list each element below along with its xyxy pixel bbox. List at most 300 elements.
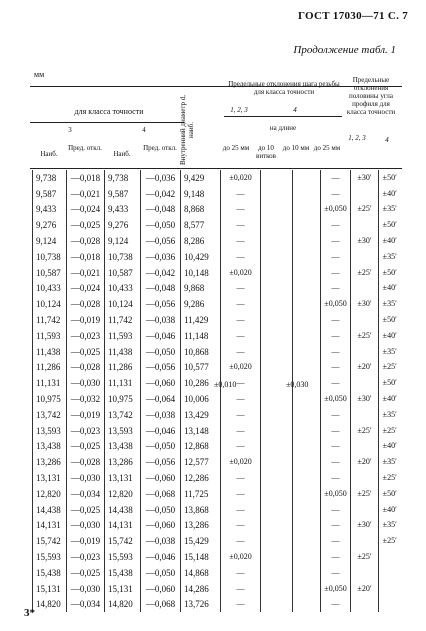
cell-col-4: —0,060 — [141, 518, 181, 534]
table-row — [33, 470, 401, 486]
angle-class-4: 4 — [385, 136, 389, 144]
cell-col-4: —0,060 — [141, 470, 181, 486]
cell-col-3: 13,131 — [105, 470, 141, 486]
cell-col-5: 11,429 — [181, 312, 221, 328]
cell-col-5: 13,286 — [181, 518, 221, 534]
tol-cell-2 — [261, 391, 293, 407]
cell-col-2: —0,025 — [67, 217, 105, 233]
do10v-caption: до 10 витков — [256, 144, 276, 160]
tol-cell-2 — [261, 454, 293, 470]
tol-cell-6: ±50′ — [379, 217, 401, 233]
cell-col-5: 15,148 — [181, 549, 221, 565]
angle-deviation-caption: Предельные отклонения половины угла профиля для класса точности — [346, 76, 396, 116]
pitch-10v-value: ±0,010 — [214, 380, 237, 389]
cell-col-3: 13,742 — [105, 407, 141, 423]
cell-col-3: 9,276 — [105, 217, 141, 233]
cell-col-3: 11,593 — [105, 328, 141, 344]
tol-cell-5 — [351, 502, 379, 518]
thread-dimension-table — [32, 170, 401, 612]
tol-cell-6 — [379, 581, 401, 597]
tol-cell-4: ±0,050 — [321, 581, 351, 597]
cell-col-2: —0,030 — [67, 375, 105, 391]
tol-cell-5 — [351, 217, 379, 233]
tol-cell-3 — [293, 217, 321, 233]
tol-cell-1: — — [221, 217, 261, 233]
unit-label: мм — [34, 70, 45, 79]
tol-cell-1: ±0,020 — [221, 360, 261, 376]
cell-col-2: —0,023 — [67, 423, 105, 439]
tol-cell-5: ±30′ — [351, 391, 379, 407]
cell-col-3: 15,438 — [105, 565, 141, 581]
tol-cell-2 — [261, 533, 293, 549]
tol-cell-4: ±0,050 — [321, 202, 351, 218]
cell-col-3: 15,593 — [105, 549, 141, 565]
pred-caption-1: Пред. откл. — [68, 144, 102, 152]
tol-cell-2 — [261, 265, 293, 281]
cell-col-4: —0,060 — [141, 375, 181, 391]
cell-col-4: —0,060 — [141, 581, 181, 597]
cell-col-1: 11,742 — [33, 312, 67, 328]
cell-col-1: 9,587 — [33, 186, 67, 202]
table-row — [33, 502, 401, 518]
cell-col-2: —0,030 — [67, 518, 105, 534]
cell-col-2: —0,034 — [67, 597, 105, 613]
tol-cell-4: ±0,050 — [321, 296, 351, 312]
cell-col-2: —0,032 — [67, 391, 105, 407]
cell-col-5: 10,286 — [181, 375, 221, 391]
inner-diameter-caption: Внутренний диаметр d, наиб. — [179, 95, 195, 165]
cell-col-3: 13,286 — [105, 454, 141, 470]
group3-caption: 3 — [68, 126, 72, 134]
tol-cell-6 — [379, 565, 401, 581]
cell-col-2: —0,024 — [67, 281, 105, 297]
table-row — [33, 360, 401, 376]
tol-cell-5 — [351, 186, 379, 202]
cell-col-4: —0,064 — [141, 391, 181, 407]
tol-cell-6: ±35′ — [379, 407, 401, 423]
tol-cell-5 — [351, 407, 379, 423]
tol-cell-6: ±40′ — [379, 281, 401, 297]
tol-cell-6: ±35′ — [379, 249, 401, 265]
cell-col-4: —0,056 — [141, 454, 181, 470]
tol-cell-6: ±40′ — [379, 502, 401, 518]
tol-cell-2 — [261, 249, 293, 265]
tol-cell-5: ±30′ — [351, 170, 379, 186]
table-row — [33, 217, 401, 233]
cell-col-5: 13,429 — [181, 407, 221, 423]
do25-caption: до 25 мм — [222, 144, 250, 152]
pred-caption-2: Пред. откл. — [143, 144, 177, 152]
cell-col-1: 9,433 — [33, 202, 67, 218]
tol-cell-6: ±40′ — [379, 186, 401, 202]
tol-cell-3 — [293, 391, 321, 407]
cell-col-2: —0,025 — [67, 502, 105, 518]
tol-cell-6: ±25′ — [379, 360, 401, 376]
table-row — [33, 328, 401, 344]
tol-cell-1: — — [221, 344, 261, 360]
tol-cell-6: ±40′ — [379, 439, 401, 455]
table-row — [33, 533, 401, 549]
cell-col-4: —0,046 — [141, 328, 181, 344]
tol-cell-5 — [351, 249, 379, 265]
tol-cell-3 — [293, 202, 321, 218]
cell-col-1: 13,131 — [33, 470, 67, 486]
tol-cell-6: ±25′ — [379, 470, 401, 486]
tol-cell-4: — — [321, 217, 351, 233]
tol-cell-4: — — [321, 423, 351, 439]
tol-cell-5: ±20′ — [351, 360, 379, 376]
cell-col-2: —0,019 — [67, 407, 105, 423]
tol-cell-6 — [379, 549, 401, 565]
tol-cell-2 — [261, 202, 293, 218]
cell-col-4: —0,036 — [141, 170, 181, 186]
tol-cell-4: — — [321, 360, 351, 376]
tol-cell-2 — [261, 328, 293, 344]
cell-col-3: 13,438 — [105, 439, 141, 455]
table-row — [33, 565, 401, 581]
cell-col-5: 12,286 — [181, 470, 221, 486]
tol-cell-3 — [293, 581, 321, 597]
tol-cell-2 — [261, 565, 293, 581]
tol-cell-6: ±25′ — [379, 533, 401, 549]
tol-cell-1: — — [221, 375, 261, 391]
cell-col-2: —0,018 — [67, 170, 105, 186]
cell-col-3: 9,433 — [105, 202, 141, 218]
continuation-label: Продолжение табл. 1 — [293, 44, 396, 56]
tol-cell-1: — — [221, 407, 261, 423]
cell-col-2: —0,025 — [67, 565, 105, 581]
tol-cell-6: ±40′ — [379, 328, 401, 344]
cell-col-5: 9,286 — [181, 296, 221, 312]
tol-cell-3 — [293, 407, 321, 423]
cell-col-1: 15,742 — [33, 533, 67, 549]
cell-col-1: 9,124 — [33, 233, 67, 249]
tol-cell-1: — — [221, 233, 261, 249]
tol-cell-4: — — [321, 344, 351, 360]
tol-cell-5: ±25′ — [351, 328, 379, 344]
tol-cell-4: — — [321, 249, 351, 265]
tol-cell-5: ±25′ — [351, 202, 379, 218]
cell-col-1: 10,975 — [33, 391, 67, 407]
cell-col-2: —0,019 — [67, 533, 105, 549]
pitch-class-4: 4 — [293, 106, 297, 114]
tol-cell-1: ±0,020 — [221, 170, 261, 186]
tol-cell-6 — [379, 597, 401, 613]
table-row — [33, 391, 401, 407]
do25b-caption: до 25 мм — [313, 144, 341, 152]
tol-cell-2 — [261, 233, 293, 249]
tol-cell-4: — — [321, 533, 351, 549]
tol-cell-4: — — [321, 454, 351, 470]
pitch-deviation-caption: Предельные отклонения шага резьбы для класса точности — [228, 80, 340, 96]
tol-cell-6: ±35′ — [379, 202, 401, 218]
tol-cell-3 — [293, 597, 321, 613]
cell-col-4: —0,048 — [141, 202, 181, 218]
cell-col-1: 10,433 — [33, 281, 67, 297]
cell-col-4: —0,068 — [141, 486, 181, 502]
tol-cell-3 — [293, 265, 321, 281]
cell-col-5: 13,726 — [181, 597, 221, 613]
cell-col-1: 11,131 — [33, 375, 67, 391]
cell-col-3: 15,131 — [105, 581, 141, 597]
cell-col-4: —0,056 — [141, 360, 181, 376]
tol-cell-5 — [351, 565, 379, 581]
tol-cell-6: ±40′ — [379, 233, 401, 249]
table-row — [33, 170, 401, 186]
cell-col-5: 15,429 — [181, 533, 221, 549]
cell-col-4: —0,050 — [141, 502, 181, 518]
header-bottom-rule — [30, 168, 402, 169]
tol-cell-6: ±50′ — [379, 375, 401, 391]
cell-col-4: —0,042 — [141, 265, 181, 281]
tol-cell-3 — [293, 312, 321, 328]
tol-cell-4: — — [321, 328, 351, 344]
cell-col-5: 8,868 — [181, 202, 221, 218]
cell-col-2: —0,028 — [67, 296, 105, 312]
on-length-caption: на длине — [269, 124, 297, 132]
header-mid-rule — [30, 122, 184, 123]
cell-col-5: 10,577 — [181, 360, 221, 376]
tol-cell-3 — [293, 296, 321, 312]
tol-cell-4: — — [321, 597, 351, 613]
tol-cell-2 — [261, 597, 293, 613]
cell-col-2: —0,028 — [67, 233, 105, 249]
tol-cell-4: — — [321, 265, 351, 281]
cell-col-5: 13,148 — [181, 423, 221, 439]
tol-cell-4: — — [321, 281, 351, 297]
cell-col-3: 9,587 — [105, 186, 141, 202]
cell-col-4: —0,048 — [141, 281, 181, 297]
tol-cell-2 — [261, 502, 293, 518]
cell-col-5: 10,868 — [181, 344, 221, 360]
tol-cell-4: — — [321, 312, 351, 328]
cell-col-1: 14,131 — [33, 518, 67, 534]
tol-cell-5 — [351, 312, 379, 328]
cell-col-2: —0,021 — [67, 265, 105, 281]
group4-caption: 4 — [142, 126, 146, 134]
tol-cell-5: ±25′ — [351, 549, 379, 565]
cell-col-5: 10,148 — [181, 265, 221, 281]
tol-cell-4: — — [321, 407, 351, 423]
cell-col-2: —0,030 — [67, 581, 105, 597]
tol-cell-5: ±25′ — [351, 265, 379, 281]
tol-cell-5 — [351, 344, 379, 360]
table-row — [33, 518, 401, 534]
tol-cell-4: — — [321, 375, 351, 391]
cell-col-5: 8,286 — [181, 233, 221, 249]
cell-col-2: —0,030 — [67, 470, 105, 486]
table-row — [33, 597, 401, 613]
tol-cell-1: — — [221, 328, 261, 344]
cell-col-3: 9,738 — [105, 170, 141, 186]
tol-cell-6: ±25′ — [379, 423, 401, 439]
cell-col-1: 11,593 — [33, 328, 67, 344]
tol-cell-1: — — [221, 502, 261, 518]
cell-col-5: 10,006 — [181, 391, 221, 407]
tol-cell-3 — [293, 186, 321, 202]
cell-col-4: —0,050 — [141, 565, 181, 581]
tol-cell-2 — [261, 344, 293, 360]
cell-col-3: 12,820 — [105, 486, 141, 502]
cell-col-3: 14,131 — [105, 518, 141, 534]
tol-cell-1: — — [221, 296, 261, 312]
tol-cell-6: ±50′ — [379, 486, 401, 502]
cell-col-1: 13,742 — [33, 407, 67, 423]
cell-col-5: 9,868 — [181, 281, 221, 297]
pitch-class-123: 1, 2, 3 — [230, 106, 248, 114]
cell-col-4: —0,038 — [141, 533, 181, 549]
cell-col-4: —0,056 — [141, 296, 181, 312]
cell-col-3: 15,742 — [105, 533, 141, 549]
tol-cell-2 — [261, 549, 293, 565]
tol-cell-4: — — [321, 565, 351, 581]
cell-col-1: 14,438 — [33, 502, 67, 518]
cell-col-4: —0,046 — [141, 423, 181, 439]
cell-col-1: 13,286 — [33, 454, 67, 470]
table-row — [33, 344, 401, 360]
table-row — [33, 486, 401, 502]
tol-cell-4: — — [321, 549, 351, 565]
tol-cell-3 — [293, 439, 321, 455]
tol-cell-2 — [261, 312, 293, 328]
tol-cell-4: — — [321, 186, 351, 202]
angle-class-123: 1, 2, 3 — [348, 134, 366, 142]
tol-cell-2 — [261, 217, 293, 233]
pitch-10mm-value: ±0,030 — [286, 380, 309, 389]
tol-cell-1: — — [221, 597, 261, 613]
cell-col-3: 10,433 — [105, 281, 141, 297]
cell-col-3: 13,593 — [105, 423, 141, 439]
cell-col-4: —0,046 — [141, 549, 181, 565]
class-accuracy-caption: для класса точности — [74, 107, 144, 116]
cell-col-3: 14,820 — [105, 597, 141, 613]
table-row — [33, 296, 401, 312]
cell-col-3: 11,438 — [105, 344, 141, 360]
cell-col-1: 11,438 — [33, 344, 67, 360]
table-row — [33, 439, 401, 455]
tol-cell-2 — [261, 439, 293, 455]
tol-cell-4: ±0,050 — [321, 391, 351, 407]
cell-col-2: —0,028 — [67, 360, 105, 376]
tol-cell-2 — [261, 296, 293, 312]
tol-cell-4: — — [321, 439, 351, 455]
tol-cell-3 — [293, 249, 321, 265]
tol-cell-2 — [261, 360, 293, 376]
table-row — [33, 312, 401, 328]
header-sub-rule — [224, 116, 342, 117]
tol-cell-4: ±0,050 — [321, 486, 351, 502]
tol-cell-6: ±40′ — [379, 391, 401, 407]
cell-col-3: 11,286 — [105, 360, 141, 376]
cell-col-2: —0,023 — [67, 328, 105, 344]
tol-cell-2 — [261, 581, 293, 597]
tol-cell-3 — [293, 470, 321, 486]
cell-col-1: 10,587 — [33, 265, 67, 281]
cell-col-4: —0,038 — [141, 312, 181, 328]
cell-col-3: 11,131 — [105, 375, 141, 391]
tol-cell-4: — — [321, 170, 351, 186]
cell-col-5: 12,577 — [181, 454, 221, 470]
cell-col-1: 13,438 — [33, 439, 67, 455]
cell-col-3: 14,438 — [105, 502, 141, 518]
tol-cell-3 — [293, 533, 321, 549]
table-row — [33, 407, 401, 423]
tol-cell-1: — — [221, 186, 261, 202]
tol-cell-5 — [351, 375, 379, 391]
tol-cell-2 — [261, 170, 293, 186]
tol-cell-3 — [293, 502, 321, 518]
tol-cell-1: — — [221, 533, 261, 549]
tol-cell-3 — [293, 549, 321, 565]
cell-col-2: —0,025 — [67, 439, 105, 455]
tol-cell-5: ±20′ — [351, 581, 379, 597]
cell-col-2: —0,028 — [67, 454, 105, 470]
tol-cell-3 — [293, 233, 321, 249]
cell-col-4: —0,056 — [141, 233, 181, 249]
tol-cell-3 — [293, 360, 321, 376]
tol-cell-3 — [293, 423, 321, 439]
cell-col-1: 9,276 — [33, 217, 67, 233]
tol-cell-5 — [351, 439, 379, 455]
tol-cell-5: ±25′ — [351, 486, 379, 502]
tol-cell-2 — [261, 407, 293, 423]
cell-col-2: —0,034 — [67, 486, 105, 502]
table-row — [33, 581, 401, 597]
tol-cell-3 — [293, 281, 321, 297]
cell-col-5: 9,429 — [181, 170, 221, 186]
tol-cell-1: — — [221, 249, 261, 265]
table-row — [33, 249, 401, 265]
cell-col-5: 14,286 — [181, 581, 221, 597]
tol-cell-1: — — [221, 565, 261, 581]
table-row — [33, 549, 401, 565]
tol-cell-1: — — [221, 312, 261, 328]
cell-col-3: 11,742 — [105, 312, 141, 328]
tol-cell-3 — [293, 344, 321, 360]
tol-cell-6: ±35′ — [379, 344, 401, 360]
tol-cell-1: ±0,020 — [221, 454, 261, 470]
tol-cell-3 — [293, 518, 321, 534]
tol-cell-1: — — [221, 439, 261, 455]
cell-col-4: —0,036 — [141, 249, 181, 265]
cell-col-3: 10,587 — [105, 265, 141, 281]
tol-cell-5 — [351, 597, 379, 613]
tol-cell-4: — — [321, 470, 351, 486]
cell-col-5: 14,868 — [181, 565, 221, 581]
page-mark: 3* — [24, 607, 35, 619]
cell-col-1: 11,286 — [33, 360, 67, 376]
cell-col-2: —0,019 — [67, 312, 105, 328]
tol-cell-6: ±35′ — [379, 454, 401, 470]
cell-col-1: 15,593 — [33, 549, 67, 565]
cell-col-1: 15,131 — [33, 581, 67, 597]
tol-cell-5: ±30′ — [351, 518, 379, 534]
tol-cell-3 — [293, 170, 321, 186]
table-row — [33, 186, 401, 202]
cell-col-2: —0,018 — [67, 249, 105, 265]
cell-col-5: 12,868 — [181, 439, 221, 455]
tol-cell-2 — [261, 518, 293, 534]
table-row — [33, 423, 401, 439]
do10mm-caption: до 10 мм — [282, 144, 310, 152]
cell-col-5: 11,148 — [181, 328, 221, 344]
cell-col-4: —0,050 — [141, 344, 181, 360]
cell-col-4: —0,068 — [141, 597, 181, 613]
tol-cell-2 — [261, 486, 293, 502]
cell-col-2: —0,025 — [67, 344, 105, 360]
cell-col-3: 10,124 — [105, 296, 141, 312]
tol-cell-5: ±30′ — [351, 296, 379, 312]
